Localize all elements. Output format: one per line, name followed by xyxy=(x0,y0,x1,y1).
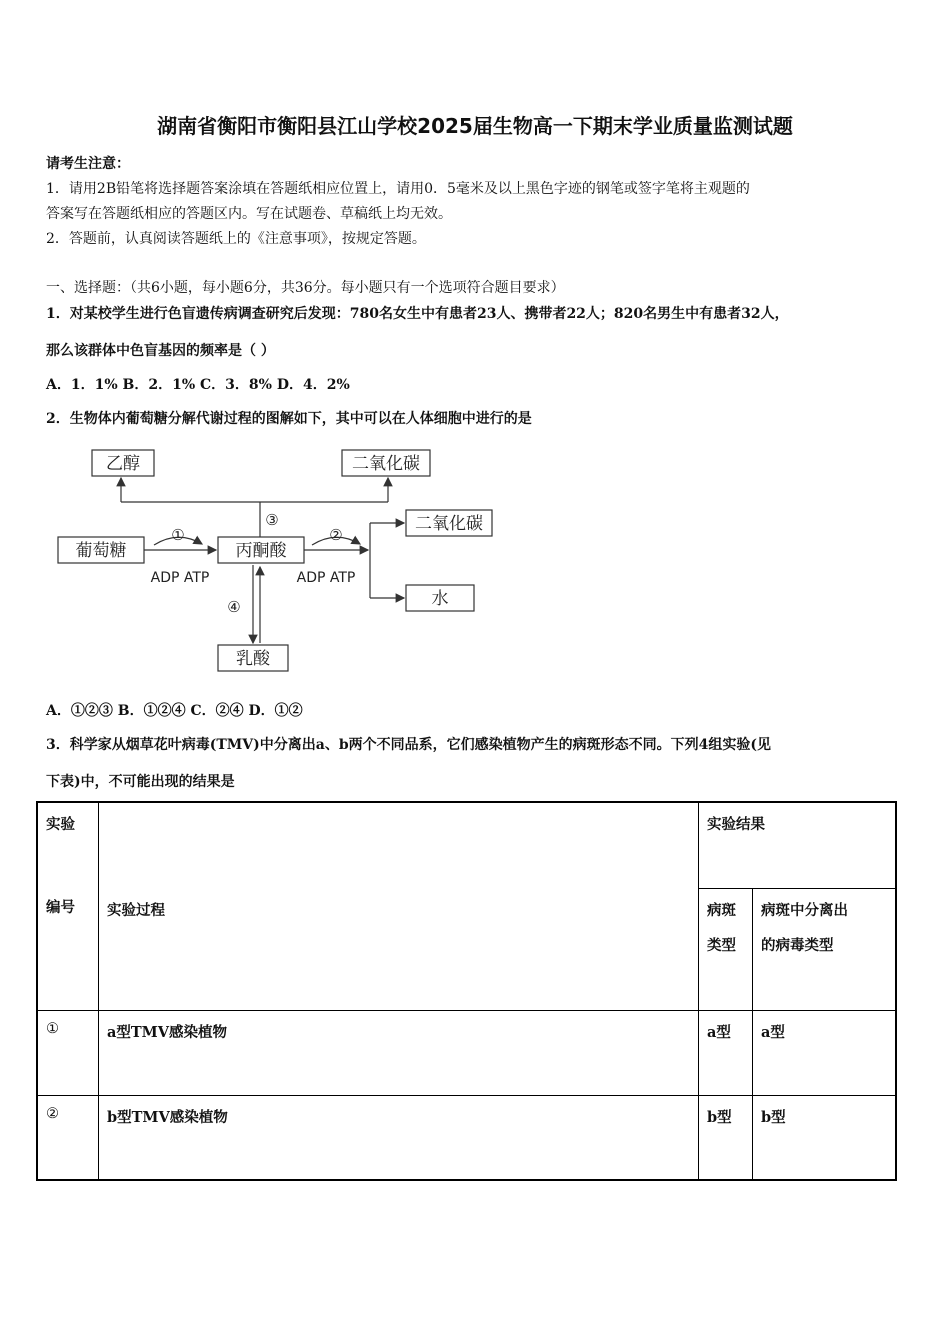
row-2-virus: b型 xyxy=(753,1095,897,1180)
adp-atp-label-1: ADP ATP xyxy=(150,570,210,586)
experiment-table xyxy=(36,801,897,1181)
q1-stem-cont: 那么该群体中色盲基因的频率是（ ） xyxy=(46,343,275,359)
adp-atp-label-2: ADP ATP xyxy=(296,570,356,586)
row-2-process: b型TMV感染植物 xyxy=(99,1095,699,1180)
row-1-virus: a型 xyxy=(753,1010,897,1095)
table-row xyxy=(37,1010,896,1095)
glucose-metabolism-diagram xyxy=(50,440,510,680)
page-title: 湖南省衡阳市衡阳县江山学校2025届生物高一下期末学业质量监测试题 xyxy=(157,114,793,138)
water-label: 水 xyxy=(431,589,449,609)
co2-top-label: 二氧化碳 xyxy=(352,454,420,474)
row-1-id: ① xyxy=(37,1010,99,1095)
notice-header: 请考生注意： xyxy=(46,156,130,172)
q3-stem-cont: 下表)中，不可能出现的结果是 xyxy=(46,774,235,790)
row-2-id: ② xyxy=(37,1095,99,1180)
notice-item-1-cont: 答案写在答题纸相应的答题区内。写在试题卷、草稿纸上均无效。 xyxy=(46,206,452,222)
header-virus xyxy=(753,888,897,1010)
header-process-label: 实验过程 xyxy=(107,902,165,919)
lactic-label: 乳酸 xyxy=(236,649,270,669)
ethanol-label: 乙醇 xyxy=(106,454,140,474)
notice-item-1: 1．请用2B铅笔将选择题答案涂填在答题纸相应位置上，请用0．5毫米及以上黑色字迹的钢笔或签字笔将主观题的 xyxy=(46,181,750,197)
header-virus-line2: 的病毒类型 xyxy=(761,936,834,954)
step-4-label: ④ xyxy=(227,598,241,616)
pyruvate-label: 丙酮酸 xyxy=(235,541,287,561)
step-2-label: ② xyxy=(329,526,343,544)
header-result-label: 实验结果 xyxy=(707,816,765,833)
q2-stem: 2．生物体内葡萄糖分解代谢过程的图解如下，其中可以在人体细胞中进行的是 xyxy=(46,411,532,427)
step-1-label: ① xyxy=(171,526,185,544)
header-result xyxy=(699,802,897,888)
table-row xyxy=(37,1095,896,1180)
header-process xyxy=(99,802,699,1010)
header-spot-line1: 病斑 xyxy=(707,901,736,919)
q3-stem: 3．科学家从烟草花叶病毒(TMV)中分离出a、b两个不同品系，它们感染植物产生的病斑形态不同。下列4组实验(见 xyxy=(46,737,771,753)
header-spot-line2: 类型 xyxy=(707,936,736,954)
header-spot xyxy=(699,888,753,1010)
header-id-line1: 实验 xyxy=(46,816,75,833)
row-1-process: a型TMV感染植物 xyxy=(99,1010,699,1095)
co2-right-label: 二氧化碳 xyxy=(415,514,483,534)
header-id-line2: 编号 xyxy=(46,899,75,916)
q1-stem: 1．对某校学生进行色盲遗传病调查研究后发现：780名女生中有患者23人、携带者22人；820名男生中有患者32人， xyxy=(46,306,789,322)
q2-options: A．①②③ B．①②④ C．②④ D．①② xyxy=(46,703,303,719)
header-id xyxy=(37,802,99,1010)
row-1-spot: a型 xyxy=(699,1010,753,1095)
header-virus-line1: 病斑中分离出 xyxy=(761,901,848,919)
row-2-spot: b型 xyxy=(699,1095,753,1180)
section-heading: 一、选择题：（共6小题，每小题6分，共36分。每小题只有一个选项符合题目要求） xyxy=(46,280,565,296)
glucose-label: 葡萄糖 xyxy=(75,541,127,561)
q1-options: A．1．1% B．2．1% C．3．8% D．4．2% xyxy=(46,377,350,393)
notice-item-2: 2．答题前，认真阅读答题纸上的《注意事项》，按规定答题。 xyxy=(46,231,426,247)
step-3-label: ③ xyxy=(265,511,279,529)
